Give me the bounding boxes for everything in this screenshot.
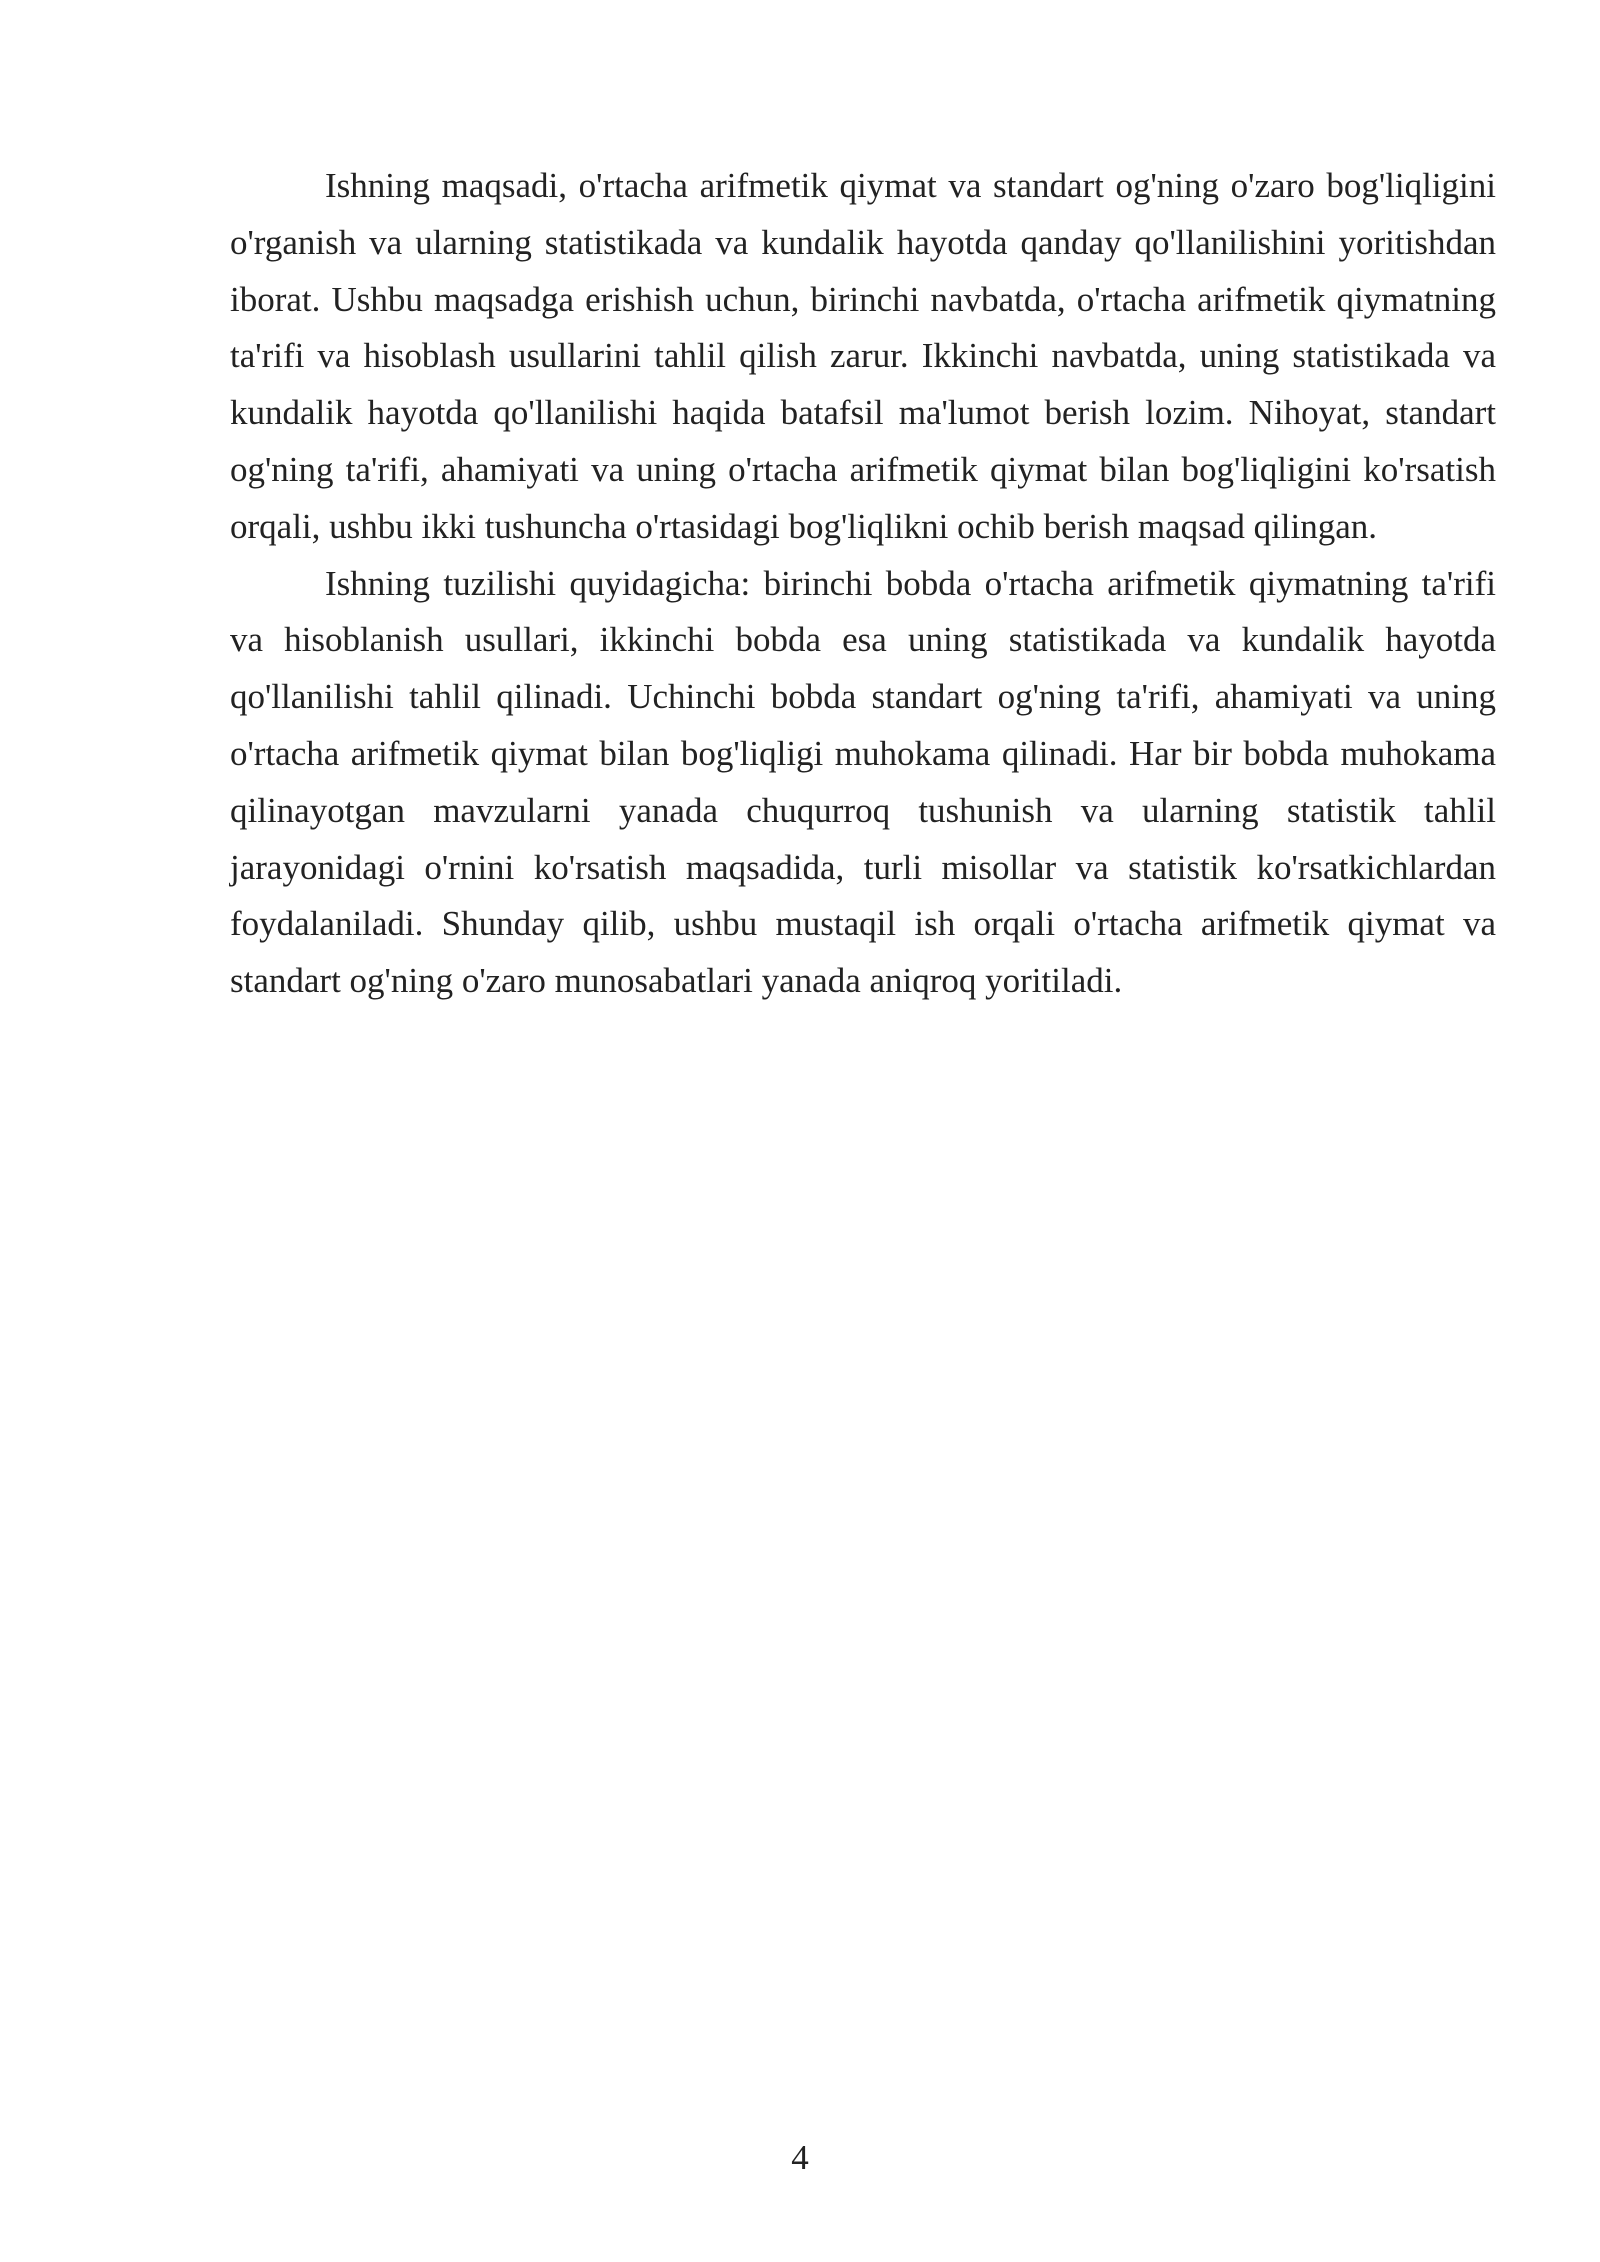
paragraph-structure: Ishning tuzilishi quyidagicha: birinchi bobda o'rtacha arifmetik qiymatning ta'rifi va hisoblanish usullari, ikkinchi bobda esa uning statistikada va kundalik hayotda qo'llanilishi tahlil qilinadi. Uchinchi bobda standart og'ning ta'rifi, ahamiyati va uning o'rtacha arifmetik qiymat bilan bog'liqligi muhokama qilinadi. Har bir bobda muhokama qilinayotgan mavzularni yanada chuqurroq tushunish va ularning statistik tahlil jarayonidagi o'rnini ko'rsatish maqsadida, turli misollar va statistik ko'rsatkichlardan foydalaniladi. Shunday qilib, ushbu mustaqil ish orqali o'rtacha arifmetik qiymat va standart og'ning o'zaro munosabatlari yanada aniqroq yoritiladi. xyxy=(230,563,1496,1001)
body-text xyxy=(230,158,1496,1010)
paragraph-purpose: Ishning maqsadi, o'rtacha arifmetik qiymat va standart og'ning o'zaro bog'liqligini o'rganish va ularning statistikada va kundalik hayotda qanday qo'llanilishini yoritishdan iborat. Ushbu maqsadga erishish uchun, birinchi navbatda, o'rtacha arifmetik qiymatning ta'rifi va hisoblash usullarini tahlil qilish zarur. Ikkinchi navbatda, uning statistikada va kundalik hayotda qo'llanilishi haqida batafsil ma'lumot berish lozim. Nihoyat, standart og'ning ta'rifi, ahamiyati va uning o'rtacha arifmetik qiymat bilan bog'liqligini ko'rsatish orqali, ushbu ikki tushuncha o'rtasidagi bog'liqlikni ochib berish maqsad qilingan. xyxy=(230,166,1496,546)
page-number: 4 xyxy=(791,2138,809,2177)
